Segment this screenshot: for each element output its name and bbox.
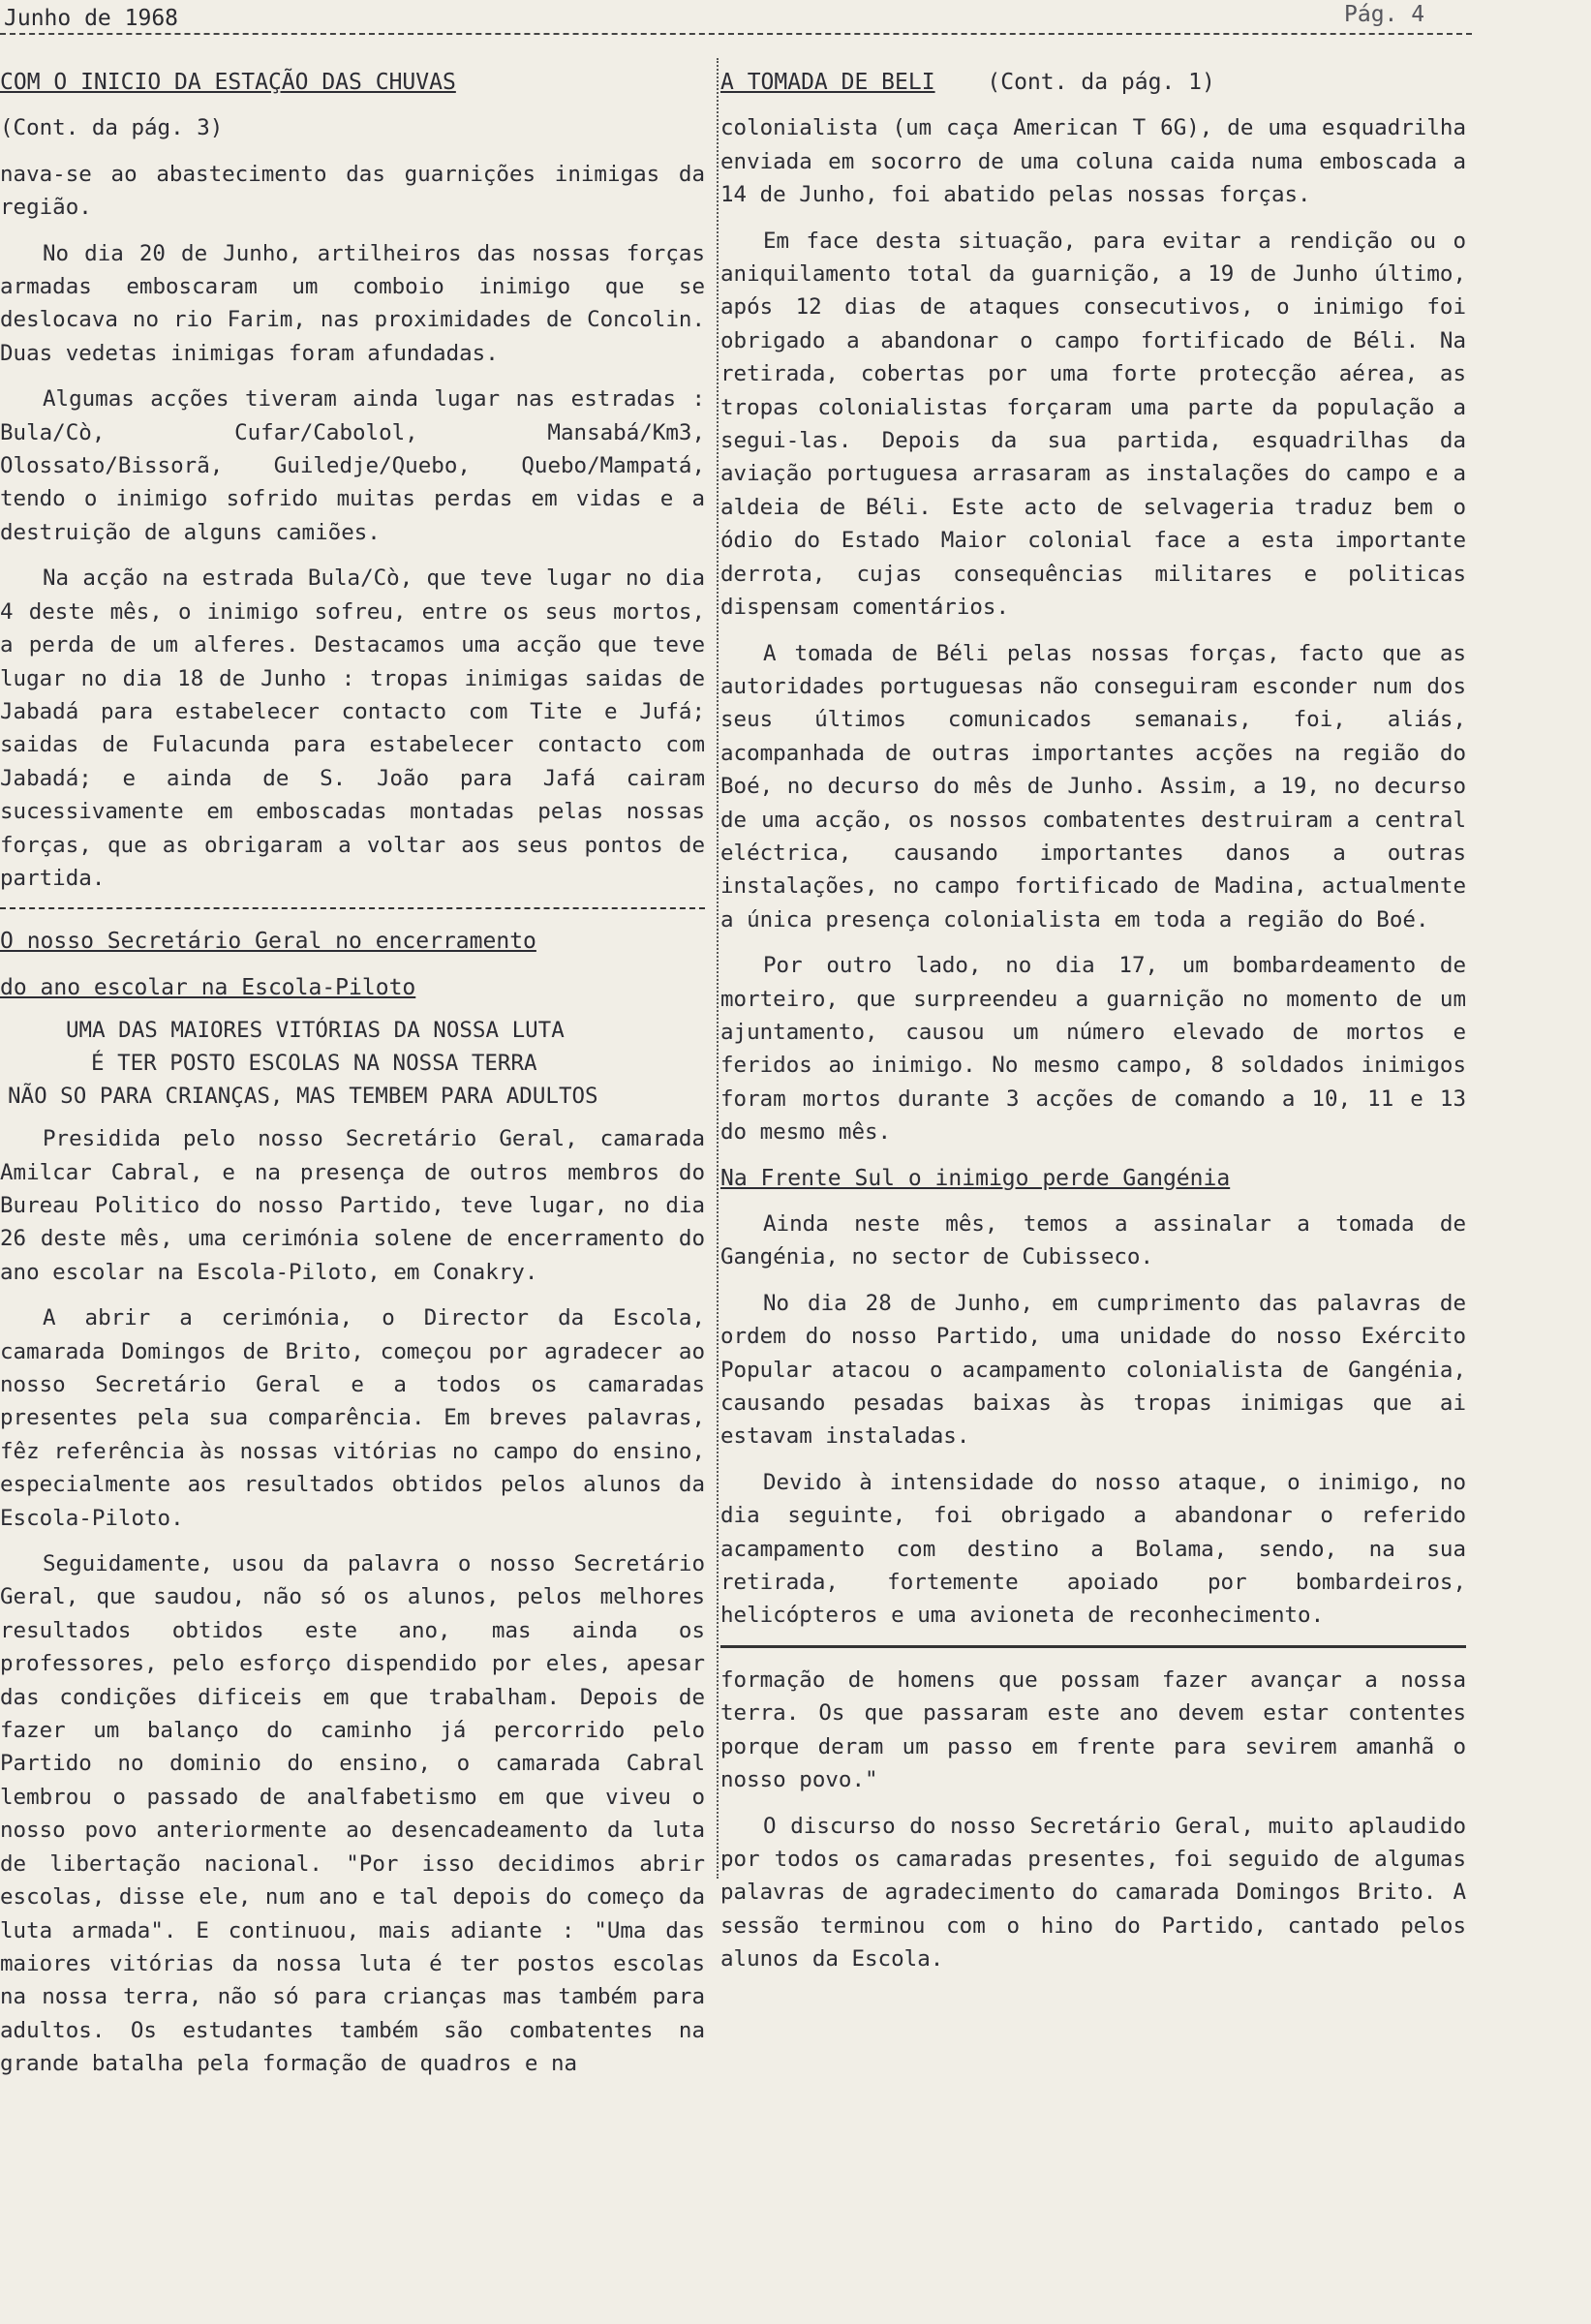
article-paragraph: Algumas acções tiveram ainda lugar nas estradas : Bula/Cò, Cufar/Cabolol, Mansabá/Km3, Olossato/Bissorã, Guiledje/Quebo, Quebo/Mampatá, tendo o inimigo sofrido muitas perdas em vidas e a destruição de alguns camiões. <box>0 386 705 545</box>
article-title-line-2: do ano escolar na Escola-Piloto <box>0 974 416 1000</box>
article-paragraph: No dia 28 de Junho, em cumprimento das palavras de ordem do nosso Partido, uma unidade do nosso Exército Popular atacou o acampamento colonialista de Gangénia, causando pesadas baixas às tropas inimigas que ai estavam instaladas. <box>720 1290 1466 1450</box>
article-paragraph: Ainda neste mês, temos a assinalar a tomada de Gangénia, no sector de Cubisseco. <box>720 1211 1466 1270</box>
column-divider <box>717 58 719 1879</box>
pilot-school-continuation <box>720 1664 1466 1976</box>
article-taking-of-beli <box>720 66 1466 1149</box>
article-separator <box>720 1645 1466 1648</box>
article-paragraph: A tomada de Béli pelas nossas forças, facto que as autoridades portuguesas não conseguiram esconder num dos seus últimos comunicados semanais, foi, aliás, acompanhada de outras importantes acções na região do Boé, no decurso do mês de Junho. Assim, a 19, no decurso de uma acção, os nossos combatentes destruiram a central eléctrica, causando importantes danos a outras instalações, no campo fortificado de Madina, actualmente a única presença colonialista em toda a região do Boé. <box>720 640 1466 933</box>
article-title: A TOMADA DE BELI <box>720 70 935 95</box>
headline-line-1: UMA DAS MAIORES VITÓRIAS DA NOSSA LUTA <box>66 1018 565 1044</box>
article-paragraph: Em face desta situação, para evitar a rendição ou o aniquilamento total da guarnição, a 19 de Junho último, após 12 dias de ataques consecutivos, o inimigo foi obrigado a abandonar o campo fortificado de Béli. Na retirada, cobertas por uma forte protecção aérea, as tropas colonialistas forçaram uma parte da população a segui-las. Depois da sua partida, esquadrilhas da aviação portuguesa arrasaram as instalações do campo e a aldeia de Béli. Este acto de selvageria traduz bem o ódio do Estado Maior colonial face a esta importante derrota, cujas consequências militares e politicas dispensam comentários. <box>720 228 1466 621</box>
article-gangenia <box>720 1162 1466 1633</box>
article-pilot-school <box>0 925 705 2080</box>
page-number: Pág. 4 <box>1344 2 1425 27</box>
left-column <box>0 66 705 2094</box>
article-paragraph: colonialista (um caça American T 6G), de uma esquadrilha enviada em socorro de uma coluna caida numa emboscada a 14 de Junho, foi abatido pelas nossas forças. <box>720 115 1466 208</box>
article-paragraph: O discurso do nosso Secretário Geral, muito aplaudido por todos os camaradas presentes, foi seguido de algumas palavras de agradecimento do camarada Domingos Brito. A sessão terminou com o hino do Partido, cantado pelos alunos da Escola. <box>720 1813 1466 1972</box>
article-paragraph: formação de homens que possam fazer avançar a nossa terra. Os que passaram este ano devem estar contentes porque deram um passo em frente para sevirem amanhã o nosso povo." <box>720 1667 1466 1793</box>
article-title-row <box>720 66 1466 99</box>
article-title: Na Frente Sul o inimigo perde Gangénia <box>720 1165 1231 1191</box>
article-rainy-season <box>0 66 705 895</box>
article-separator <box>0 907 705 909</box>
headline-line-3: NÃO SO PARA CRIANÇAS, MAS TEMBEM PARA ADULTOS <box>8 1084 598 1110</box>
article-paragraph: Por outro lado, no dia 17, um bombardeamento de morteiro, que surpreendeu a guarnição no momento de um ajuntamento, causou um número elevado de mortos e feridos ao inimigo. No mesmo campo, 8 soldados inimigos foram mortos durante 3 acções de comando a 10, 11 e 13 do mesmo mês. <box>720 953 1466 1146</box>
page-header <box>0 0 1591 39</box>
article-paragraph: Seguidamente, usou da palavra o nosso Secretário Geral, que saudou, não só os alunos, pelos melhores resultados obtidos este ano, mas ainda os professores, pelo esforço dispendido por eles, apesar das condições dificeis em que trabalham. Depois de fazer um balanço do caminho já percorrido pelo Partido no dominio do ensino, o camarada Cabral lembrou o passado de analfabetismo em que viveu o nosso povo anteriormente ao desencadeamento da luta de libertação nacional. "Por isso decidimos abrir escolas, disse ele, num ano e tal depois do começo da luta armada". E continuou, mais adiante : "Uma das maiores vitórias da nossa luta é ter postos escolas na nossa terra, não só para crianças mas também para adultos. Os estudantes também são combatentes na grande batalha pela formação de quadros e na <box>0 1551 705 2077</box>
article-title: COM O INICIO DA ESTAÇÃO DAS CHUVAS <box>0 70 456 95</box>
article-paragraph: A abrir a cerimónia, o Director da Escola, camarada Domingos de Brito, começou por agradecer ao nosso Secretário Geral e a todos os camaradas presentes pela sua comparência. Em breves palavras, fêz referência às nossas vitórias no campo do ensino, especialmente aos resultados obtidos pelos alunos da Escola-Piloto. <box>0 1305 705 1531</box>
issue-date: Junho de 1968 <box>4 6 179 31</box>
article-paragraph: Devido à intensidade do nosso ataque, o inimigo, no dia seguinte, foi obrigado a abandonar o referido acampamento com destino a Bolama, sendo, na sua retirada, fortemente apoiado por bombardeiros, helicópteros e uma avioneta de reconhecimento. <box>720 1469 1466 1629</box>
article-paragraph: Na acção na estrada Bula/Cò, que teve lugar no dia 4 deste mês, o inimigo sofreu, entre os seus mortos, a perda de um alferes. Destacamos uma acção que teve lugar no dia 18 de Junho : tropas inimigas saidas de Jabadá para estabelecer contacto com Tite e Jufá; saidas de Fulacunda para estabelecer contacto com Jabadá; e ainda de S. João para Jafá cairam sucessivamente em emboscadas montadas pelas nossas forças, que as obrigaram a voltar aos seus pontos de partida. <box>0 566 705 891</box>
continuation-note: (Cont. da pág. 3) <box>0 115 224 141</box>
continuation-note: (Cont. da pág. 1) <box>987 70 1215 95</box>
article-headline <box>0 1014 705 1113</box>
article-paragraph: No dia 20 de Junho, artilheiros das nossas forças armadas emboscaram um comboio inimigo que se deslocava no rio Farim, nas proximidades de Concolin. Duas vedetas inimigas foram afundadas. <box>0 240 705 366</box>
article-paragraph: Presidida pelo nosso Secretário Geral, camarada Amilcar Cabral, e na presença de outros membros do Bureau Politico do nosso Partido, teve lugar, no dia 26 deste mês, uma cerimónia solene de encerramento do ano escolar na Escola-Piloto, em Conakry. <box>0 1126 705 1285</box>
right-column <box>720 66 1466 1989</box>
headline-line-2: É TER POSTO ESCOLAS NA NOSSA TERRA <box>91 1051 537 1077</box>
header-rule <box>0 33 1472 35</box>
article-paragraph: nava-se ao abastecimento das guarnições inimigas da região. <box>0 161 705 221</box>
article-title-line-1: O nosso Secretário Geral no encerramento <box>0 929 536 955</box>
